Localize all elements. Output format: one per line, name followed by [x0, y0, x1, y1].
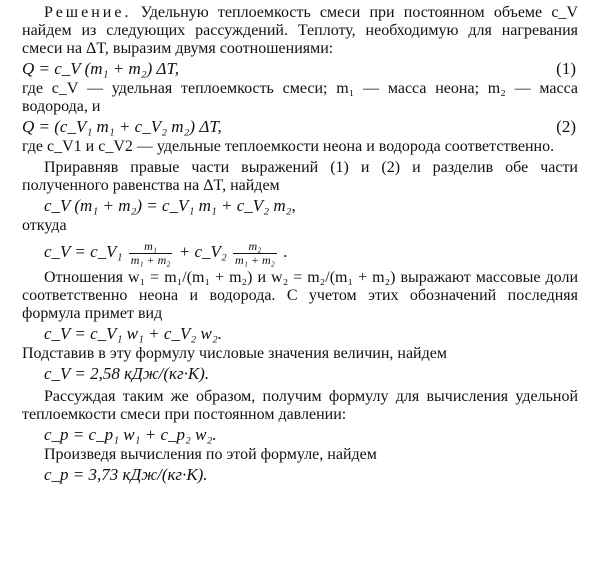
paragraph-definitions-1: где c_V — удельная теплоемкость смеси; m₁ — масса неона; m₂ — масса водорода, и	[22, 80, 578, 115]
equation-4-lhs: c_V = c_V₁	[44, 242, 123, 261]
fraction-2-numerator: m₂	[233, 240, 277, 254]
equation-1-number: (1)	[556, 59, 576, 78]
paragraph-intro	[22, 4, 578, 58]
paragraph-constant-pressure: Рассуждая таким же образом, получим формулу для вычисления удельной теплоемкости смеси при постоянном давлении:	[22, 388, 578, 423]
solution-text	[22, 4, 578, 486]
equation-4-middle: + c_V₂	[178, 242, 227, 261]
equation-7	[22, 424, 578, 446]
solution-heading: Решение.	[44, 4, 132, 21]
fraction-1-denominator: m₁ + m₂	[130, 252, 171, 267]
fraction-1-numerator: m₁	[129, 240, 173, 254]
equation-5-formula: c_V = c_V₁ w₁ + c_V₂ w₂.	[44, 324, 222, 343]
intro-text: Удельную теплоемкость смеси при постоянном объеме c_V найдем из следующих рассуждений. Теплоту, необходимую для нагревания смеси на ΔT, выразим двумя соотношениями:	[22, 4, 578, 57]
fraction-2-denominator: m₁ + m₂	[235, 252, 275, 267]
equation-8-result: c_p = 3,73 кДж/(кг·К).	[44, 465, 208, 484]
equation-4-end: .	[283, 242, 288, 261]
paragraph-definitions-2: где c_V1 и c_V2 — удельные теплоемкости неона и водорода соответственно.	[22, 138, 555, 155]
paragraph-mass-fractions: Отношения w₁ = m₁/(m₁ + m₂) и w₂ = m₂/(m₁ + m₂) выражают массовые доли соответственно неона и водорода. С учетом этих обозначений последняя формула примет вид	[22, 269, 578, 322]
equation-3	[22, 195, 578, 217]
paragraph-whence: откуда	[22, 217, 67, 234]
equation-8	[22, 464, 578, 486]
equation-4	[22, 235, 578, 269]
equation-3-formula: c_V (m₁ + m₂) = c_V₁ m₁ + c_V₂ m₂,	[44, 196, 296, 215]
equation-7-formula: c_p = c_p₁ w₁ + c_p₂ w₂.	[44, 425, 217, 444]
equation-6	[22, 363, 578, 385]
fraction-2	[233, 240, 277, 267]
equation-5	[22, 323, 578, 345]
paragraph-equate: Приравняв правые части выражений (1) и (2) и разделив обе части полученного равенства на ΔT, найдем	[22, 159, 578, 194]
fraction-1	[129, 240, 173, 267]
paragraph-compute: Произведя вычисления по этой формуле, найдем	[44, 446, 377, 463]
equation-2-number: (2)	[556, 117, 576, 136]
equation-1-formula: Q = c_V (m₁ + m₂) ΔT,	[22, 59, 179, 78]
equation-6-result: c_V = 2,58 кДж/(кг·К).	[44, 364, 210, 383]
equation-1	[22, 58, 578, 80]
paragraph-substitute: Подставив в эту формулу числовые значения величин, найдем	[22, 345, 447, 362]
equation-2-formula: Q = (c_V₁ m₁ + c_V₂ m₂) ΔT,	[22, 117, 222, 136]
equation-2	[22, 116, 578, 138]
